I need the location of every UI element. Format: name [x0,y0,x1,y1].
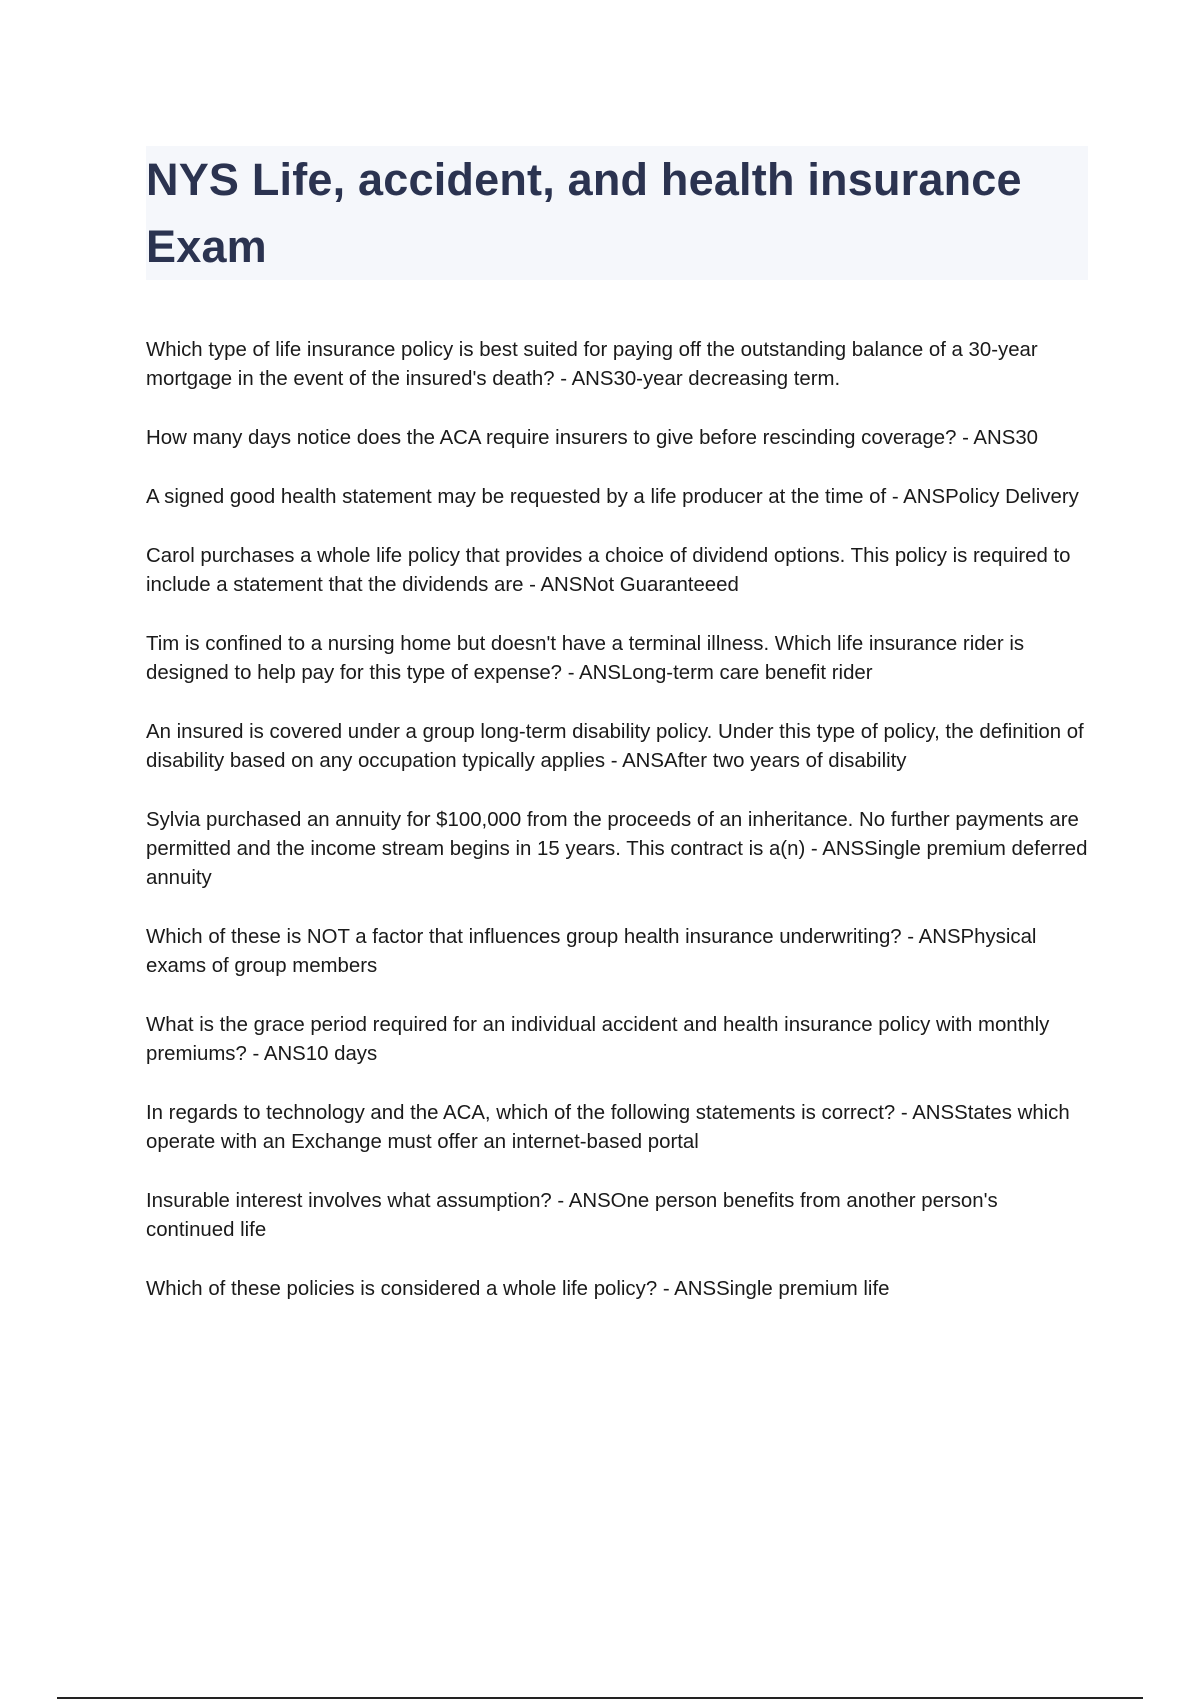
qa-list [146,336,1091,1334]
qa-item-6: An insured is covered under a group long-term disability policy. Under this type of policy, the definition of disability based on any occupation typically applies - ANSAfter two years of disability [146,721,1084,772]
qa-item-9: What is the grace period required for an individual accident and health insurance policy with monthly premiums? - ANS10 days [146,1014,1050,1065]
document-title: NYS Life, accident, and health insurance Exam [146,154,1022,272]
qa-item-7: Sylvia purchased an annuity for $100,000 from the proceeds of an inheritance. No further payments are permitted and the income stream begins in 15 years. This contract is a(n) - ANSSingle premium deferred annuity [146,809,1088,889]
qa-item-10: In regards to technology and the ACA, which of the following statements is correct? - ANSStates which operate with an Exchange must offer an internet-based portal [146,1102,1070,1153]
qa-item-12: Which of these policies is considered a whole life policy? - ANSSingle premium life [146,1278,890,1300]
qa-item-5: Tim is confined to a nursing home but doesn't have a terminal illness. Which life insurance rider is designed to help pay for this type of expense? - ANSLong-term care benefit rider [146,633,1025,684]
qa-item-8: Which of these is NOT a factor that influences group health insurance underwriting? - ANSPhysical exams of group members [146,926,1037,977]
qa-item-1: Which type of life insurance policy is best suited for paying off the outstanding balance of a 30-year mortgage in the event of the insured's death? - ANS30-year decreasing term. [146,339,1038,390]
qa-item-4: Carol purchases a whole life policy that provides a choice of dividend options. This policy is required to include a statement that the dividends are - ANSNot Guaranteeed [146,545,1071,596]
footer-divider [57,1697,1143,1699]
qa-item-3: A signed good health statement may be requested by a life producer at the time of - ANSPolicy Delivery [146,486,1079,508]
title-block [146,146,1088,280]
qa-item-2: How many days notice does the ACA require insurers to give before rescinding coverage? - ANS30 [146,427,1039,449]
qa-item-11: Insurable interest involves what assumption? - ANSOne person benefits from another person's continued life [146,1190,998,1241]
